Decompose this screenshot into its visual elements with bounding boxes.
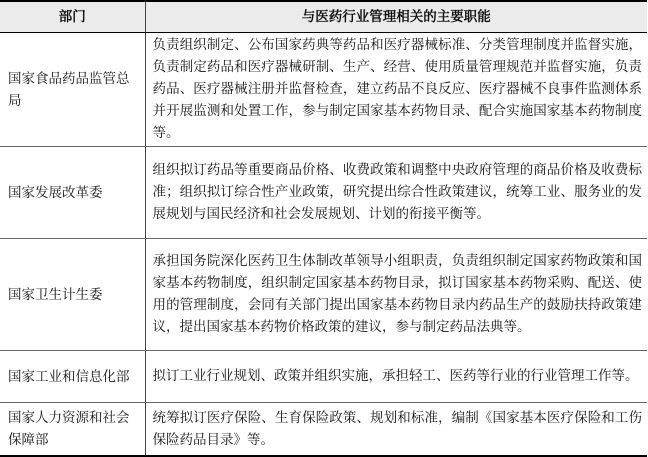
department-cell: 国家发展改革委 — [0, 147, 145, 239]
duties-cell: 统筹拟订医疗保险、生育保险政策、规划和标准，编制《国家基本医疗保险和工伤保险药品目录》等。 — [145, 403, 647, 457]
header-duties: 与医药行业管理相关的主要职能 — [145, 1, 647, 33]
department-cell: 国家工业和信息化部 — [0, 351, 145, 403]
duties-cell: 组织拟订药品等重要商品价格、收费政策和调整中央政府管理的商品价格及收费标准；组织拟订综合性产业政策，研究提出综合性政策建议，统筹工业、服务业的发展规划与国民经济和社会发展规划、计划的衔接平衡等。 — [145, 147, 647, 239]
table-row — [0, 33, 647, 147]
table-header-row — [0, 1, 647, 33]
department-cell: 国家人力资源和社会保障部 — [0, 403, 145, 457]
duties-cell: 拟订工业行业规划、政策并组织实施，承担轻工、医药等行业的行业管理工作等。 — [145, 351, 647, 403]
table-row — [0, 147, 647, 239]
department-cell: 国家卫生计生委 — [0, 239, 145, 351]
header-department: 部门 — [0, 1, 145, 33]
duties-cell: 负责组织制定、公布国家药典等药品和医疗器械标准、分类管理制度并监督实施，负责制定药品和医疗器械研制、生产、经营、使用质量管理规范并监督实施，负责药品、医疗器械注册并监督检查，建立药品不良反应、医疗器械不良事件监测体系并开展监测和处置工作，参与制定国家基本药物目录、配合实施国家基本药物制度等。 — [145, 33, 647, 147]
table-row — [0, 239, 647, 351]
duties-cell: 承担国务院深化医药卫生体制改革领导小组职责，负责组织制定国家药物政策和国家基本药物制度，组织制定国家基本药物目录，拟订国家基本药物采购、配送、使用的管理制度，会同有关部门提出国家基本药物目录内药品生产的鼓励扶持政策建议，提出国家基本药物价格政策的建议，参与制定药品法典等。 — [145, 239, 647, 351]
department-cell: 国家食品药品监管总局 — [0, 33, 145, 147]
table-row — [0, 351, 647, 403]
